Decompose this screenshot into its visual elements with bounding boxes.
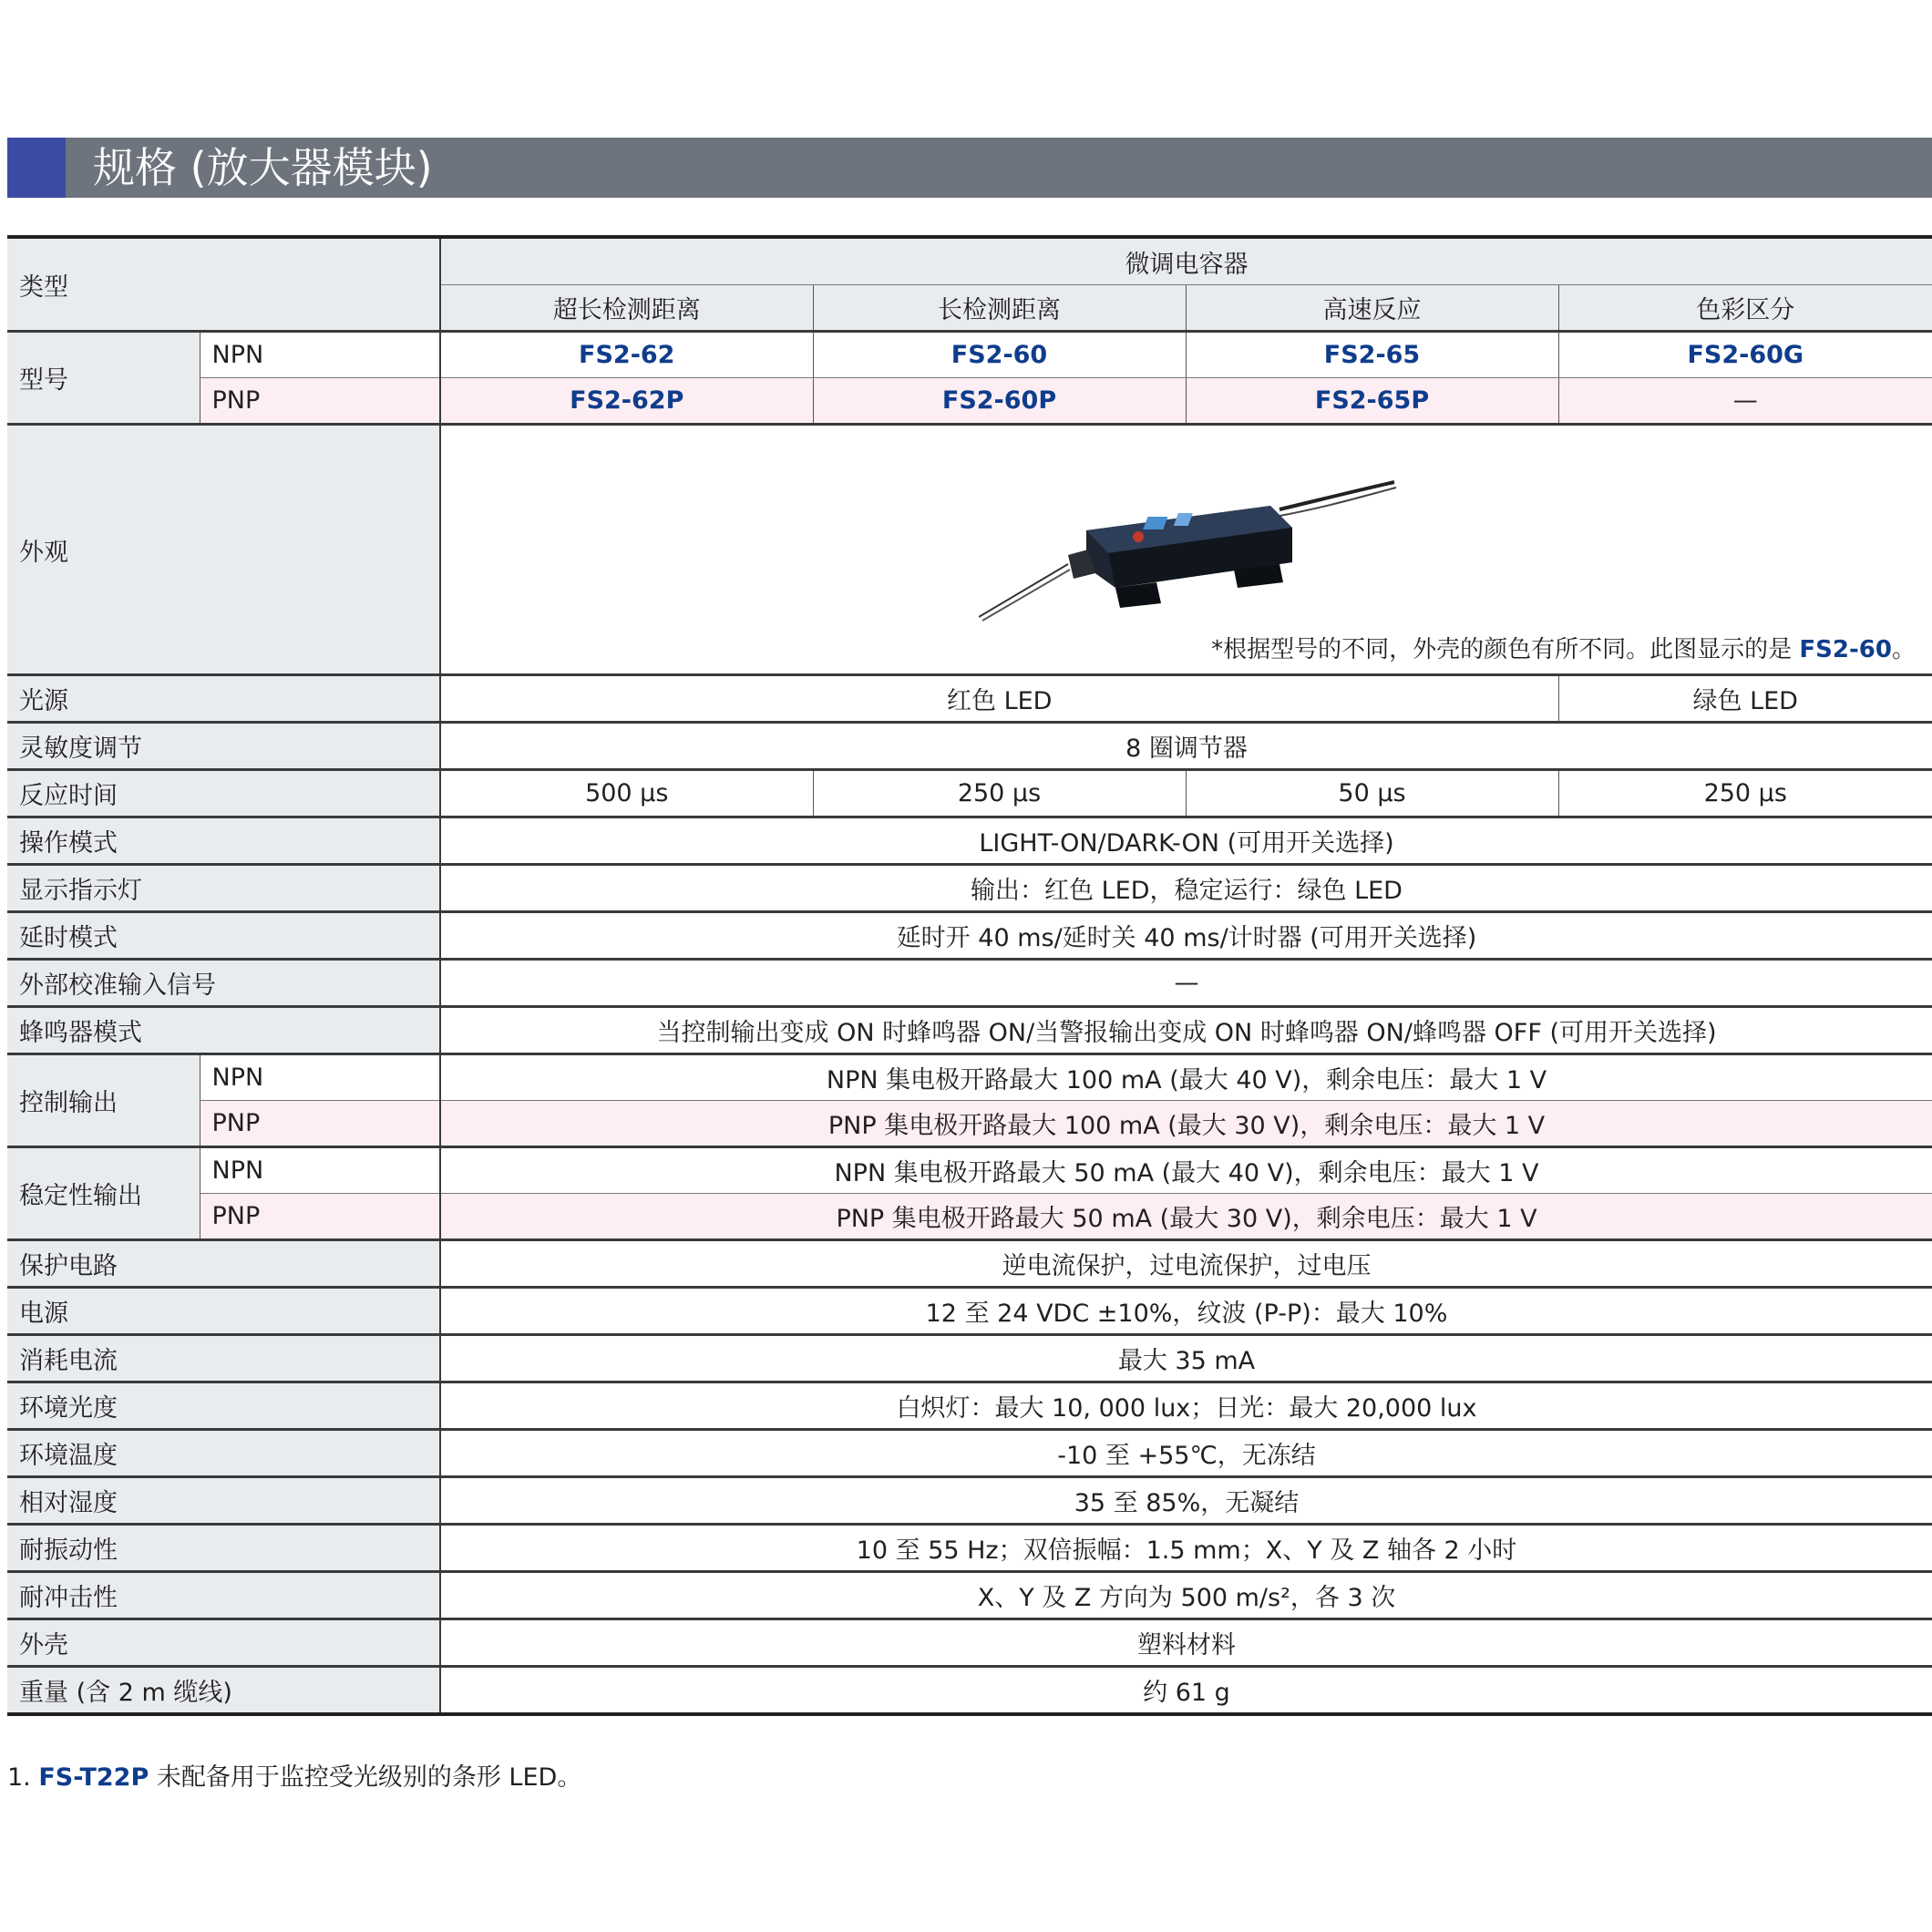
row-label: 显示指示灯 — [7, 865, 440, 912]
stability-output-pnp-row — [7, 1194, 1932, 1240]
light-source-row — [7, 675, 1932, 723]
sensitivity-row — [7, 723, 1932, 770]
control-output-pnp-row — [7, 1101, 1932, 1147]
row-label: 蜂鸣器模式 — [7, 1007, 440, 1054]
pnp-label: PNP — [200, 1194, 440, 1240]
row-value: NPN 集电极开路最大 100 mA (最大 40 V)，剩余电压：最大 1 V — [440, 1054, 1932, 1101]
row-label: 控制输出 — [7, 1054, 200, 1147]
ambient-light-row — [7, 1382, 1932, 1430]
row-label: 灵敏度调节 — [7, 723, 440, 770]
product-photo — [979, 480, 1398, 626]
row-label: 光源 — [7, 675, 440, 723]
row-value: 250 μs — [813, 770, 1186, 817]
row-value: 白炽灯：最大 10, 000 lux；日光：最大 20,000 lux — [440, 1382, 1932, 1430]
page-title: 规格 (放大器模块) — [93, 143, 433, 192]
title-accent-block — [7, 138, 66, 198]
model-npn-cell: FS2-60G — [1558, 332, 1932, 378]
row-value: 逆电流保护，过电流保护，过电压 — [440, 1240, 1932, 1288]
row-value: 当控制输出变成 ON 时蜂鸣器 ON/当警报输出变成 ON 时蜂鸣器 ON/蜂鸣器 OFF (可用开关选择) — [440, 1007, 1932, 1054]
row-value: X、Y 及 Z 方向为 500 m/s²，各 3 次 — [440, 1572, 1932, 1619]
row-value: 约 61 g — [440, 1667, 1932, 1715]
control-output-npn-row — [7, 1054, 1932, 1101]
row-label: 延时模式 — [7, 912, 440, 960]
row-value: 12 至 24 VDC ±10%，纹波 (P-P)：最大 10% — [440, 1288, 1932, 1335]
response-row — [7, 770, 1932, 817]
row-label: 稳定性输出 — [7, 1147, 200, 1240]
row-label: 反应时间 — [7, 770, 440, 817]
row-value: 50 μs — [1186, 770, 1558, 817]
row-label: 操作模式 — [7, 817, 440, 865]
row-value: 最大 35 mA — [440, 1335, 1932, 1382]
row-value: 250 μs — [1558, 770, 1932, 817]
row-label: 电源 — [7, 1288, 440, 1335]
appearance-cell — [440, 425, 1932, 675]
row-label: 环境光度 — [7, 1382, 440, 1430]
footnote-text: 未配备用于监控受光级别的条形 LED。 — [149, 1763, 582, 1792]
model-row-pnp — [7, 378, 1932, 425]
row-label: 重量 (含 2 m 缆线) — [7, 1667, 440, 1715]
column-header: 高速反应 — [1186, 285, 1558, 332]
calibration-row — [7, 960, 1932, 1007]
row-value: 500 μs — [440, 770, 813, 817]
footnote-model: FS-T22P — [38, 1763, 149, 1792]
pnp-label: PNP — [200, 378, 440, 425]
row-value: PNP 集电极开路最大 100 mA (最大 30 V)，剩余电压：最大 1 V — [440, 1101, 1932, 1147]
vibration-row — [7, 1525, 1932, 1572]
row-value: 35 至 85%，无凝结 — [440, 1477, 1932, 1525]
row-value: 绿色 LED — [1558, 675, 1932, 723]
model-pnp-cell: FS2-62P — [440, 378, 813, 425]
spec-table — [7, 235, 1932, 1716]
column-header: 长检测距离 — [813, 285, 1186, 332]
row-value: 红色 LED — [440, 675, 1558, 723]
appearance-label: 外观 — [7, 425, 440, 675]
type-label: 类型 — [7, 237, 440, 332]
pnp-label: PNP — [200, 1101, 440, 1147]
footnote-number: 1. — [7, 1763, 39, 1792]
group-header: 微调电容器 — [440, 237, 1932, 285]
model-row-npn — [7, 332, 1932, 378]
row-value: 塑料材料 — [440, 1619, 1932, 1667]
operation-row — [7, 817, 1932, 865]
column-header: 超长检测距离 — [440, 285, 813, 332]
row-label: 消耗电流 — [7, 1335, 440, 1382]
npn-label: NPN — [200, 332, 440, 378]
model-label: 型号 — [7, 332, 200, 425]
row-label: 耐冲击性 — [7, 1572, 440, 1619]
timer-row — [7, 912, 1932, 960]
protection-row — [7, 1240, 1932, 1288]
row-value: 10 至 55 Hz；双倍振幅：1.5 mm；X、Y 及 Z 轴各 2 小时 — [440, 1525, 1932, 1572]
row-value: 8 圈调节器 — [440, 723, 1932, 770]
title-bar — [7, 138, 1932, 198]
appearance-note-text: *根据型号的不同，外壳的颜色有所不同。此图显示的是 — [1211, 636, 1800, 663]
column-header: 色彩区分 — [1558, 285, 1932, 332]
row-value: LIGHT-ON/DARK-ON (可用开关选择) — [440, 817, 1932, 865]
row-value: PNP 集电极开路最大 50 mA (最大 30 V)，剩余电压：最大 1 V — [440, 1194, 1932, 1240]
model-pnp-cell: FS2-60P — [813, 378, 1186, 425]
humidity-row — [7, 1477, 1932, 1525]
npn-label: NPN — [200, 1054, 440, 1101]
model-pnp-cell: — — [1558, 378, 1932, 425]
appearance-note-suffix: 。 — [1891, 636, 1916, 663]
model-pnp-cell: FS2-65P — [1186, 378, 1558, 425]
row-label: 保护电路 — [7, 1240, 440, 1288]
row-label: 相对湿度 — [7, 1477, 440, 1525]
row-label: 环境温度 — [7, 1430, 440, 1477]
model-npn-cell: FS2-65 — [1186, 332, 1558, 378]
row-value: 延时开 40 ms/延时关 40 ms/计时器 (可用开关选择) — [440, 912, 1932, 960]
row-value: -10 至 +55℃，无冻结 — [440, 1430, 1932, 1477]
row-label: 耐振动性 — [7, 1525, 440, 1572]
header-row-group — [7, 237, 1932, 285]
footnote — [7, 1757, 581, 1793]
appearance-note-model: FS2-60 — [1799, 636, 1892, 663]
current-row — [7, 1335, 1932, 1382]
shock-row — [7, 1572, 1932, 1619]
appearance-row — [7, 425, 1932, 675]
row-value: NPN 集电极开路最大 50 mA (最大 40 V)，剩余电压：最大 1 V — [440, 1147, 1932, 1194]
indicator-row — [7, 865, 1932, 912]
model-npn-cell: FS2-62 — [440, 332, 813, 378]
model-npn-cell: FS2-60 — [813, 332, 1186, 378]
buzzer-row — [7, 1007, 1932, 1054]
ambient-temp-row — [7, 1430, 1932, 1477]
power-row — [7, 1288, 1932, 1335]
weight-row — [7, 1667, 1932, 1715]
row-label: 外壳 — [7, 1619, 440, 1667]
row-value: 输出：红色 LED，稳定运行：绿色 LED — [440, 865, 1932, 912]
housing-row — [7, 1619, 1932, 1667]
row-value: — — [440, 960, 1932, 1007]
npn-label: NPN — [200, 1147, 440, 1194]
appearance-note — [1211, 631, 1916, 664]
stability-output-npn-row — [7, 1147, 1932, 1194]
row-label: 外部校准输入信号 — [7, 960, 440, 1007]
